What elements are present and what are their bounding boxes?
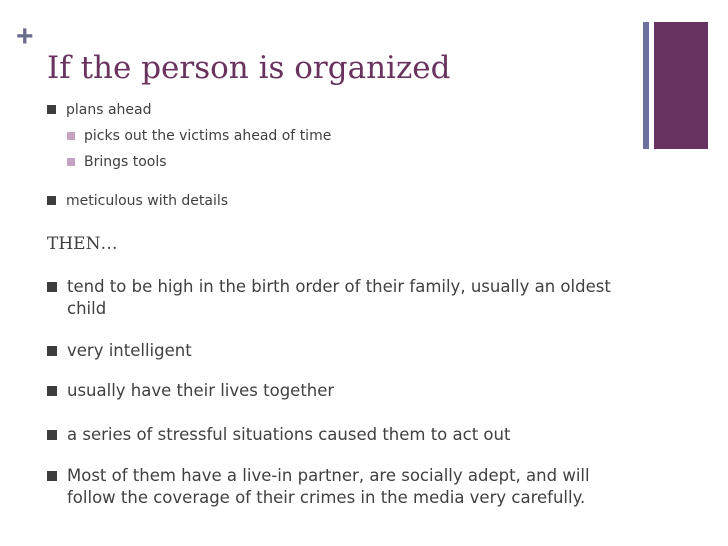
square-bullet-icon — [47, 471, 57, 481]
bullet-text: picks out the victims ahead of time — [84, 128, 332, 144]
plus-icon: + — [16, 20, 34, 53]
bullet-text — [67, 276, 611, 320]
bullet-line: child — [67, 299, 107, 318]
then-label: THEN… — [47, 234, 118, 254]
bullet-meticulous — [47, 192, 228, 210]
bullet-text: very intelligent — [67, 341, 192, 360]
bullet-birth-order — [47, 276, 611, 320]
bullet-lives-together — [47, 380, 334, 402]
square-bullet-icon — [47, 105, 56, 114]
bullet-picks-victims — [67, 127, 331, 145]
bullet-text: plans ahead — [66, 102, 152, 118]
slide-title: If the person is organized — [47, 50, 451, 86]
square-bullet-icon — [47, 282, 57, 292]
bullet-text: a series of stressful situations caused them to act out — [67, 425, 511, 444]
square-bullet-icon — [47, 430, 57, 440]
square-bullet-icon — [47, 386, 57, 396]
bullet-text: meticulous with details — [66, 193, 229, 209]
bullet-line: follow the coverage of their crimes in the media very carefully. — [67, 488, 586, 507]
square-bullet-icon — [47, 346, 57, 356]
bullet-plans-ahead — [47, 101, 152, 119]
accent-bar-thick — [654, 22, 708, 149]
bullet-text: usually have their lives together — [67, 381, 335, 400]
accent-bar-thin — [643, 22, 649, 149]
square-bullet-icon — [67, 158, 75, 166]
bullet-brings-tools — [67, 153, 167, 171]
square-bullet-icon — [47, 196, 56, 205]
bullet-intelligent — [47, 340, 192, 362]
bullet-text — [67, 465, 590, 509]
square-bullet-icon — [67, 132, 75, 140]
bullet-line: tend to be high in the birth order of their family, usually an oldest — [67, 277, 611, 296]
bullet-stressful — [47, 424, 510, 446]
bullet-text: Brings tools — [84, 154, 167, 170]
bullet-line: Most of them have a live-in partner, are socially adept, and will — [67, 466, 590, 485]
bullet-live-in-partner — [47, 465, 590, 509]
